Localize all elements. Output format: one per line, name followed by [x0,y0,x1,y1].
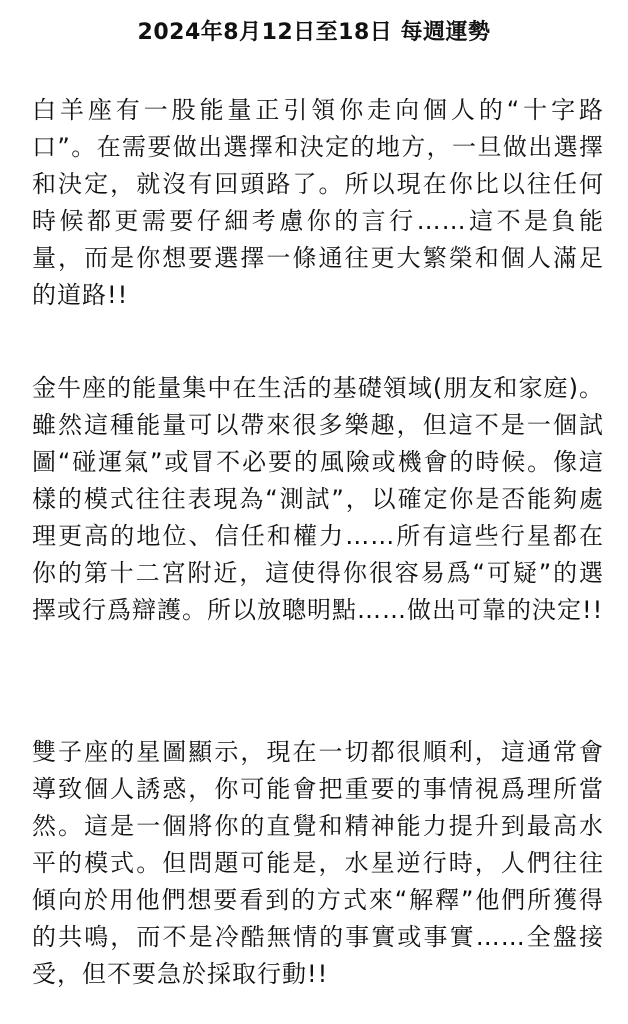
page-title: 2024年8月12日至18日 每週運勢 [137,20,491,45]
taurus-paragraph: 金牛座的能量集中在生活的基礎領域(朋友和家庭)。雖然這種能量可以帶來很多樂趣，但這不是一個試圖“碰運氣”或冒不必要的風險或機會的時候。像這樣的模式往往表現為“測試”，以確定你是否能夠處理更高的地位、信任和權力……所有這些行星都在你的第十二宮附近，這使得你很容易爲“可疑”的選擇或行爲辯護。所以放聰明點……做出可靠的決定!! [32,374,604,624]
aries-paragraph: 白羊座有一股能量正引領你走向個人的“十字路口”。在需要做出選擇和決定的地方，一旦做出選擇和決定，就沒有回頭路了。所以現在你比以往任何時候都更需要仔細考慮你的言行……這不是負能量，而是你想要選擇一條通往更大繁榮和個人滿足的道路!! [32,96,604,309]
gemini-paragraph: 雙子座的星圖顯示，現在一切都很順利，這通常會導致個人誘惑，你可能會把重要的事情視爲理所當然。這是一個將你的直覺和精神能力提升到最高水平的模式。但問題可能是，水星逆行時，人們往往傾向於用他們想要看到的方式來“解釋”他們所獲得的共鳴，而不是冷酷無情的事實或事實……全盤接受，但不要急於採取行動!! [32,738,604,988]
